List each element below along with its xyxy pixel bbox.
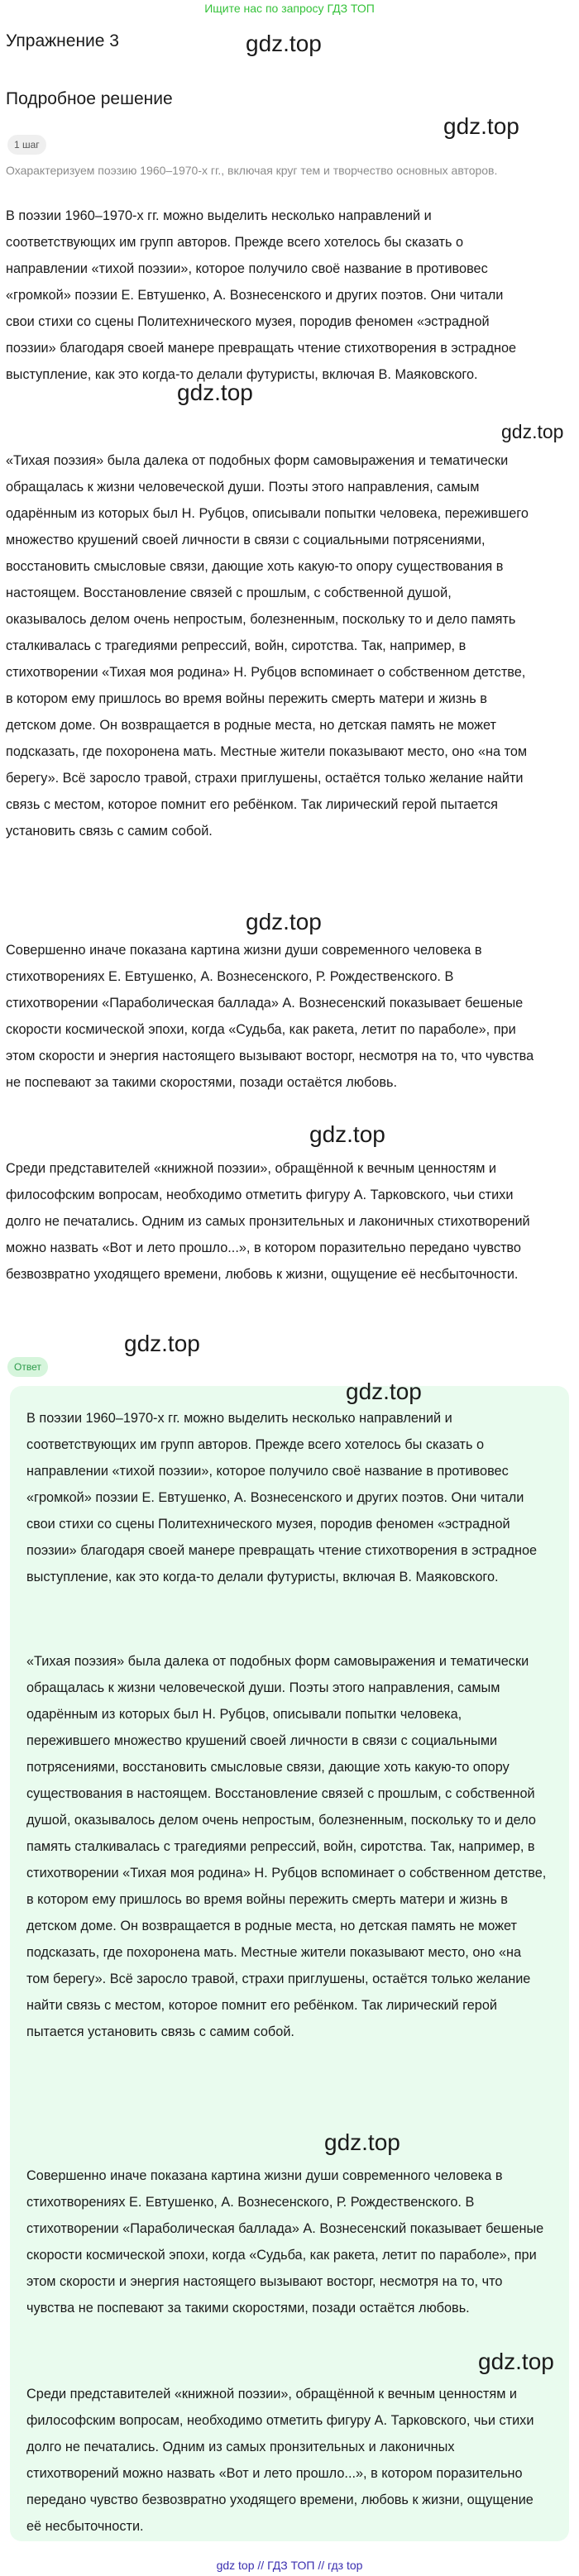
watermark: gdz.top <box>177 380 253 405</box>
watermark: gdz.top <box>501 421 564 442</box>
answer-paragraph: Совершенно иначе показана картина жизни души современного человека в стихотворениях Е. Евтушенко, А. Вознесенского, Р. Рождественского. В стихотворении «Параболическая баллада» А. Вознесенский показывает бешеные скорости космической эпохи, когда «Судьба, как ракета, летит по параболе», при этом скорости и энергия настоящего вызывают восторг, несмотря на то, что чувства не поспевают за такими скоростями, позади остаётся любовь. <box>26 2168 544 2316</box>
exercise-title: Упражнение 3 <box>6 31 119 50</box>
solution-title: Подробное решение <box>6 89 173 108</box>
watermark: gdz.top <box>443 113 519 139</box>
watermark: gdz.top <box>246 31 322 56</box>
step-badge: 1 шаг <box>7 135 46 155</box>
solution-paragraph: В поэзии 1960–1970-х гг. можно выделить несколько направлений и соответствующих им групп авторов. Прежде всего хотелось бы сказать о направлении «тихой поэзии», которое получило своё название в противовес «громкой» поэзии Е. Евтушенко, А. Вознесенского и других поэтов. Они читали свои стихи со сцены Политехнического музея, породив феномен «эстрадной поэзии» благодаря своей манере превращать чтение стихотворения в эстрадное выступление, как это когда-то делали футуристы, включая В. Маяковского. <box>6 208 517 382</box>
step-description: Охарактеризуем поэзию 1960–1970-х гг., включая круг тем и творчество основных авторов. <box>6 164 498 177</box>
solution-paragraph: «Тихая поэзия» была далека от подобных форм самовыражения и тематически обращалась к жизни человеческой души. Поэты этого направления, самым одарённым из которых был Н. Рубцов, описывали попытки человека, пережившего множество крушений своей личности в связи с социальными потрясениями, восстановить смысловые связи, дающие хоть какую-то опору существования в настоящем. Восстановление связей с прошлым, с собственной душой, оказывалось делом очень непростым, болезненным, поскольку то и дело память сталкивалась с трагедиями репрессий, войн, сиротства. Так, например, в стихотворении «Тихая моя родина» Н. Рубцов вспоминает о собственном детстве, в котором ему пришлось во время войны пережить смерть матери и жизнь в детском доме. Он возвращается в родные места, но детская память не может подсказать, где похоронена мать. Местные жители показывают место, оно «на том берегу». Всё заросло травой, страхи приглушены, остаётся только желание найти связь с местом, которое помнит его ребёнком. Так лирический герой пытается установить связь с самим собой. <box>6 453 529 839</box>
watermark: gdz.top <box>124 1331 200 1356</box>
watermark: gdz.top <box>246 909 322 934</box>
footer-link[interactable]: гдз top <box>328 2559 363 2572</box>
search-banner[interactable]: Ищите нас по запросу ГДЗ ТОП <box>204 2 375 15</box>
footer-separator: // <box>318 2559 325 2572</box>
watermark: gdz.top <box>309 1121 385 1147</box>
solution-paragraph: Совершенно иначе показана картина жизни души современного человека в стихотворениях Е. Евтушенко, А. Вознесенского, Р. Рождественского. В стихотворении «Параболическая баллада» А. Вознесенский показывает бешеные скорости космической эпохи, когда «Судьба, как ракета, летит по параболе», при этом скорости и энергия настоящего вызывают восторг, несмотря на то, что чувства не поспевают за такими скоростями, позади остаётся любовь. <box>6 943 534 1090</box>
answer-paragraph: Среди представителей «книжной поэзии», обращённой к вечным ценностям и философским вопросам, необходимо отметить фигуру А. Тарковского, чьи стихи долго не печатались. Одним из самых пронзительных и лаконичных стихотворений можно назвать «Вот и лето прошло...», в котором поразительно передано чувство безвозвратно уходящего времени, любовь к жизни, ощущение её несбыточности. <box>26 2387 534 2534</box>
footer-separator: // <box>257 2559 265 2572</box>
footer-link[interactable]: gdz top <box>216 2559 255 2572</box>
solution-paragraph: Среди представителей «книжной поэзии», обращённой к вечным ценностям и философским вопросам, необходимо отметить фигуру А. Тарковского, чьи стихи долго не печатались. Одним из самых пронзительных и лаконичных стихотворений можно назвать «Вот и лето прошло...», в котором поразительно передано чувство безвозвратно уходящего времени, любовь к жизни, ощущение её несбыточности. <box>6 1161 530 1282</box>
watermark: gdz.top <box>324 2129 400 2155</box>
footer-link[interactable]: ГДЗ ТОП <box>267 2559 315 2572</box>
answer-paragraph: «Тихая поэзия» была далека от подобных форм самовыражения и тематически обращалась к жизни человеческой души. Поэты этого направления, самым одарённым из которых был Н. Рубцов, описывали попытки человека, пережившего множество крушений своей личности в связи с социальными потрясениями, восстановить смысловые связи, дающие хоть какую-то опору существования в настоящем. Восстановление связей с прошлым, с собственной душой, оказывалось делом очень непростым, болезненным, поскольку то и дело память сталкивалась с трагедиями репрессий, войн, сиротства. Так, например, в стихотворении «Тихая моя родина» Н. Рубцов вспоминает о собственном детстве, в котором ему пришлось во время войны пережить смерть матери и жизнь в детском доме. Он возвращается в родные места, но детская память не может подсказать, где похоронена мать. Местные жители показывают место, оно «на том берегу». Всё заросло травой, страхи приглушены, остаётся только желание найти связь с местом, которое помнит его ребёнком. Так лирический герой пытается установить связь с самим собой. <box>26 1654 547 2039</box>
answer-paragraph: В поэзии 1960–1970-х гг. можно выделить несколько направлений и соответствующих им групп авторов. Прежде всего хотелось бы сказать о направлении «тихой поэзии», которое получило своё название в противовес «громкой» поэзии Е. Евтушенко, А. Вознесенского и других поэтов. Они читали свои стихи со сцены Политехнического музея, породив феномен «эстрадной поэзии» благодаря своей манере превращать чтение стихотворения в эстрадное выступление, как это когда-то делали футуристы, включая В. Маяковского. <box>26 1411 538 1584</box>
watermark: gdz.top <box>478 2349 554 2374</box>
watermark: gdz.top <box>346 1379 422 1404</box>
footer-links <box>0 2555 579 2576</box>
answer-badge: Ответ <box>7 1357 48 1377</box>
